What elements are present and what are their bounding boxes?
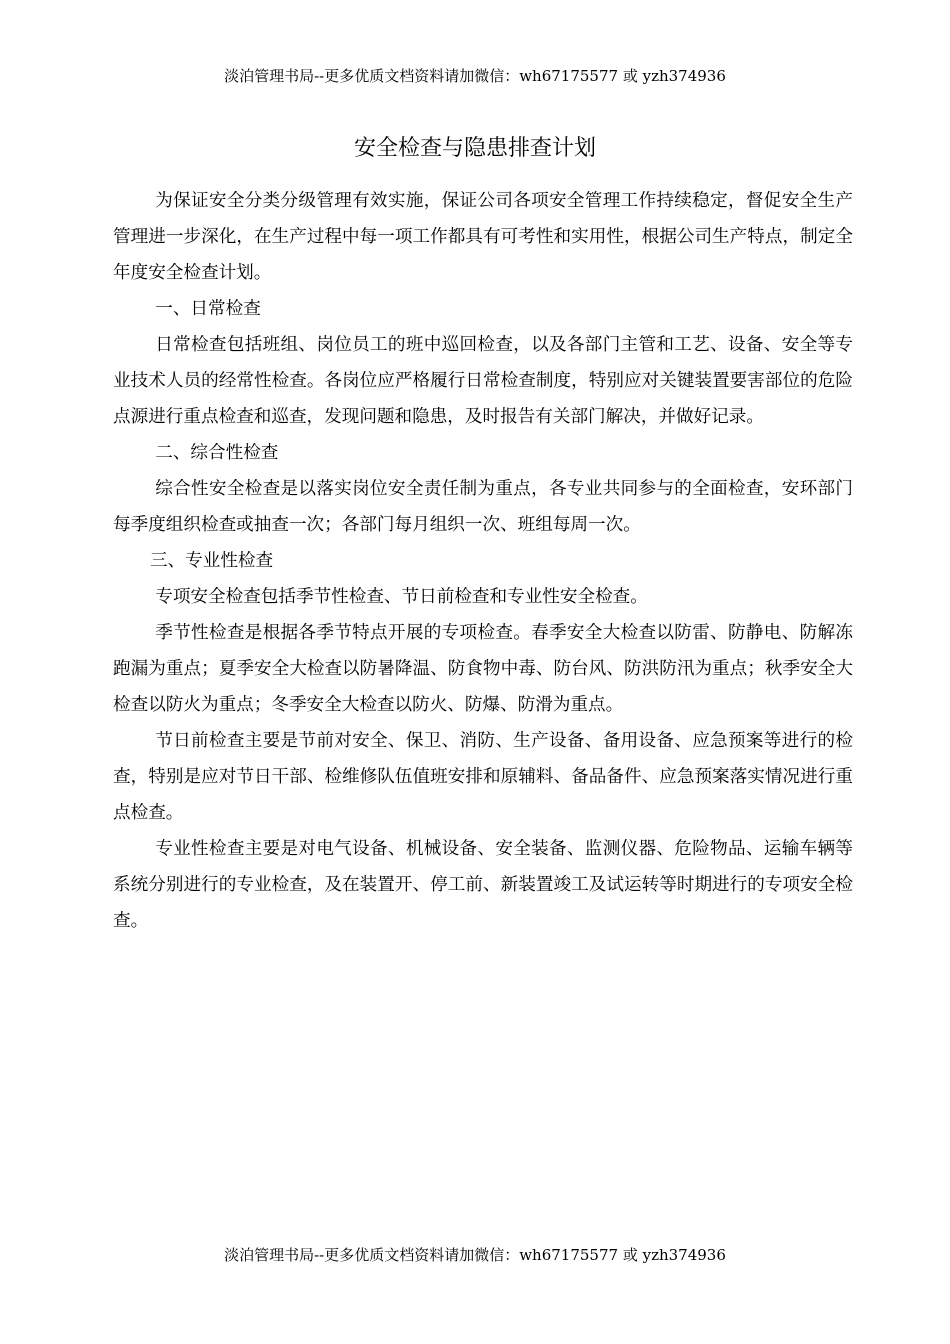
seasonal-inspection-paragraph: 季节性检查是根据各季节特点开展的专项检查。春季安全大检查以防雷、防静电、防解冻跑漏为重点；夏季安全大检查以防暑降温、防食物中毒、防台风、防洪防汛为重点；秋季安全大检查以防火为重点；冬季安全大检查以防火、防爆、防滑为重点。: [113, 623, 853, 715]
section-heading-comprehensive-inspection: 二、综合性检查: [155, 443, 279, 463]
section-heading-daily-inspection: 一、日常检查: [155, 299, 261, 319]
pre-holiday-inspection-paragraph: 节日前检查主要是节前对安全、保卫、消防、生产设备、备用设备、应急预案等进行的检查，特别是应对节日干部、检维修队伍值班安排和原辅料、备品备件、应急预案落实情况进行重点检查。: [113, 731, 853, 823]
special-inspection-paragraph: 专项安全检查包括季节性检查、节日前检查和专业性安全检查。: [155, 587, 648, 607]
document-title: 安全检查与隐患排查计划: [353, 136, 596, 161]
intro-paragraph: 为保证安全分类分级管理有效实施，保证公司各项安全管理工作持续稳定，督促安全生产管理进一步深化，在生产过程中每一项工作都具有可考性和实用性，根据公司生产特点，制定全年度安全检查计划。: [113, 191, 853, 283]
document-body: [113, 183, 853, 939]
section-heading-professional-inspection: 三、专业性检查: [149, 551, 274, 571]
daily-inspection-paragraph: 日常检查包括班组、岗位员工的班中巡回检查，以及各部门主管和工艺、设备、安全等专业技术人员的经常性检查。各岗位应严格履行日常检查制度，特别应对关键装置要害部位的危险点源进行重点检查和巡查，发现问题和隐患，及时报告有关部门解决，并做好记录。: [113, 335, 853, 427]
footer-note: 淡泊管理书局--更多优质文档资料请加微信：wh67175577 或 yzh374936: [224, 1246, 726, 1264]
professional-inspection-paragraph: 专业性检查主要是对电气设备、机械设备、安全装备、监测仪器、危险物品、运输车辆等系统分别进行的专业检查，及在装置开、停工前、新装置竣工及试运转等时期进行的专项安全检查。: [113, 839, 853, 931]
comprehensive-inspection-paragraph: 综合性安全检查是以落实岗位安全责任制为重点，各专业共同参与的全面检查，安环部门每季度组织检查或抽查一次；各部门每月组织一次、班组每周一次。: [113, 479, 853, 535]
header-note: 淡泊管理书局--更多优质文档资料请加微信：wh67175577 或 yzh374936: [224, 67, 726, 85]
